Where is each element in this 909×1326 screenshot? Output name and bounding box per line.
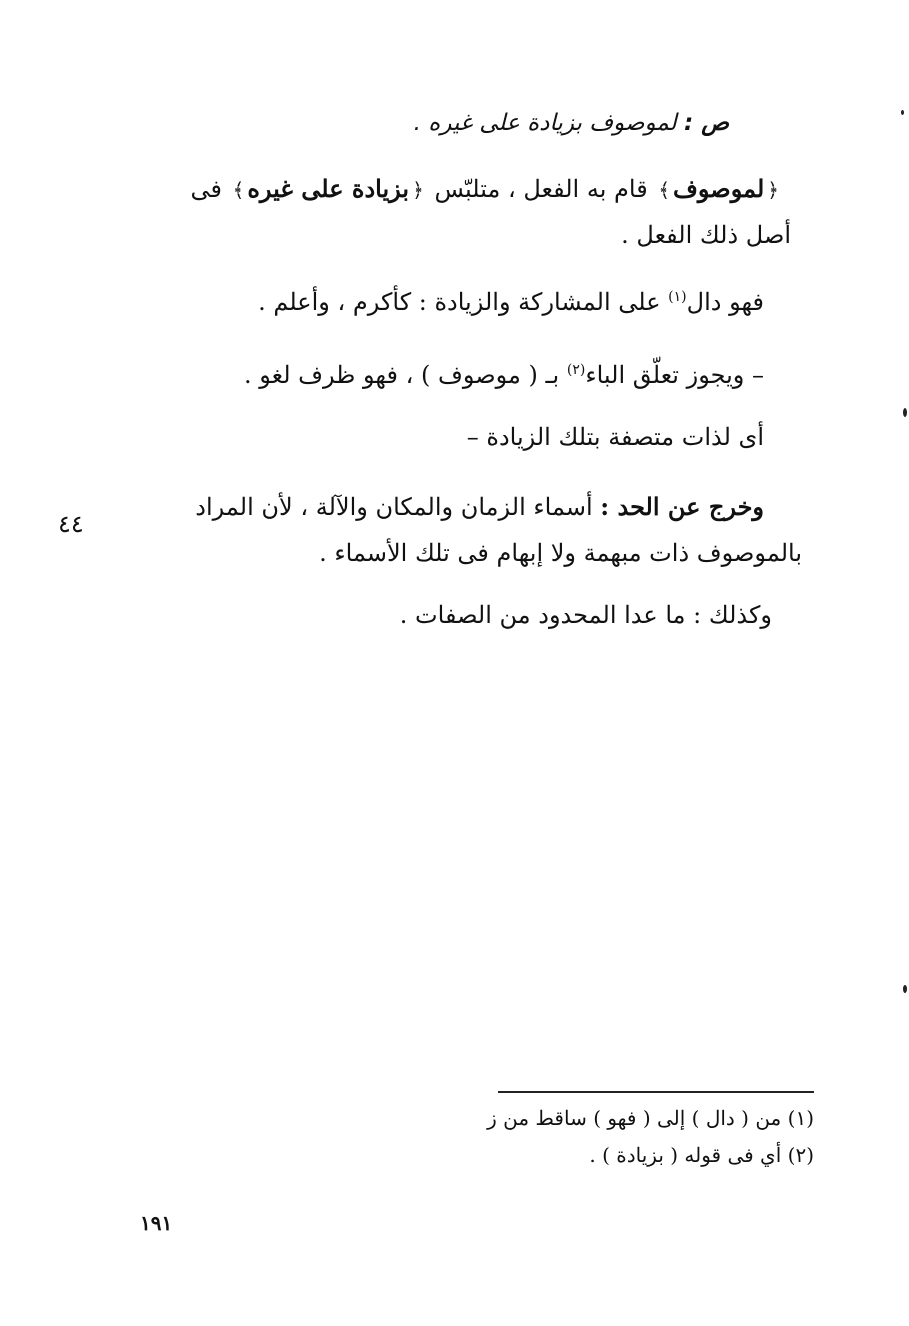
matn-text: لموصوف بزيادة على غيره .	[413, 110, 677, 136]
quoted-word-2: بزيادة على غيره	[247, 174, 410, 203]
sharh-text-2: فى	[190, 175, 222, 203]
paragraph-1	[258, 285, 764, 319]
paragraph-5: وكذلك : ما عدا المحدود من الصفات .	[399, 601, 772, 629]
quoted-word-1: لموصوف	[673, 174, 765, 203]
footnote-1: (١) من ( دال ) إلى ( فهو ) ساقط من ز	[487, 1106, 814, 1130]
paragraph-4-continued: بالموصوف ذات مبهمة ولا إبهام فى تلك الأسماء .	[319, 539, 802, 567]
paragraph-2	[244, 358, 764, 392]
sharh-line-2: أصل ذلك الفعل .	[621, 221, 791, 249]
paragraph-4-heading: وخرج عن الحد :	[600, 492, 764, 521]
ornament-open-2: ﴿	[412, 178, 424, 202]
ornament-close-2: ﴾	[232, 178, 245, 202]
matn-label: ص :	[683, 110, 729, 136]
scan-speck	[903, 408, 907, 417]
paragraph-2-start: – ويجوز تعلّق الباء	[585, 361, 764, 389]
paragraph-1-end: على المشاركة والزيادة : كأكرم ، وأعلم .	[258, 288, 661, 316]
ornament-open-1: ﴿	[767, 178, 779, 202]
matn-line	[414, 106, 729, 140]
footnote-2: (٢) أي فى قوله ( بزيادة ) .	[589, 1143, 814, 1167]
paragraph-3: أى لذات متصفة بتلك الزيادة –	[466, 423, 764, 451]
footnote-ref-1: (١)	[668, 289, 687, 305]
sharh-line-1	[190, 172, 782, 207]
page-number: ١٩١	[140, 1211, 173, 1235]
ornament-close-1: ﴾	[658, 178, 671, 202]
paragraph-4-text: أسماء الزمان والمكان والآلة ، لأن المراد	[195, 493, 593, 521]
margin-number: ٤٤	[58, 510, 84, 538]
paragraph-4	[195, 490, 764, 524]
scan-speck	[903, 985, 907, 993]
paragraph-2-end: بـ ( موصوف ) ، فهو ظرف لغو .	[244, 361, 560, 389]
paragraph-1-start: فهو دال	[686, 288, 764, 316]
footnote-ref-2: (٢)	[566, 362, 586, 378]
footnote-separator	[498, 1091, 814, 1093]
scan-speck	[901, 110, 904, 115]
sharh-text-1: قام به الفعل ، متلبّس	[434, 175, 648, 203]
